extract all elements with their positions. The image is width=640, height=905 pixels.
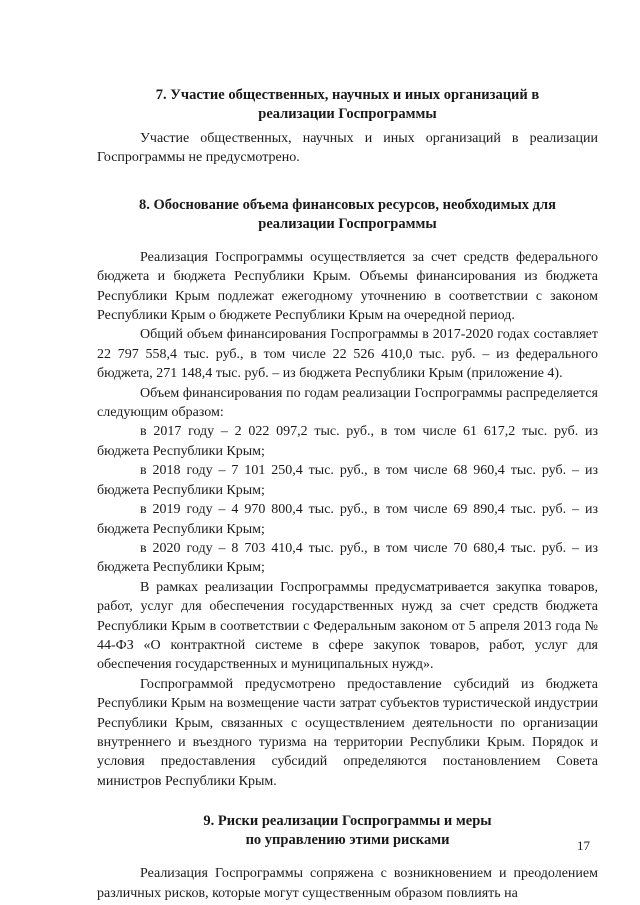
section-7-paragraph: Участие общественных, научных и иных организаций в реализации Госпрограммы не предусмотрено. (97, 131, 598, 166)
section-9-heading-line1: 9. Риски реализации Госпрограммы и меры (203, 813, 492, 830)
document-page (97, 86, 598, 903)
section-8 (97, 196, 598, 791)
section-9-heading-line2: по управлению этими рисками (245, 832, 450, 849)
funding-2017: в 2017 году – 2 022 097,2 тыс. руб., в том числе 61 617,2 тыс. руб. из бюджета Республики Крым; (97, 424, 598, 459)
section-7-heading-line1: 7. Участие общественных, научных и иных организаций в (155, 87, 540, 103)
funding-2019: в 2019 году – 4 970 800,4 тыс. руб., в том числе 69 890,4 тыс. руб. – из бюджета Республики Крым; (97, 502, 598, 537)
section-8-heading-line2: реализации Госпрограммы (258, 215, 437, 232)
section-8-paragraph-4: В рамках реализации Госпрограммы предусматривается закупка товаров, работ, услуг для обеспечения государственных нужд за счет средств бюджета Республики Крым в соответствии с Федеральным законом от 5 апреля 2013 года № 44-ФЗ «О контрактной системе в сфере закупок товаров, работ, услуг для обеспечения государственных и муниципальных нужд». (97, 579, 598, 673)
section-8-paragraph-3: Объем финансирования по годам реализации Госпрограммы распределяется следующим образом: (97, 385, 598, 421)
section-7-heading-line2: реализации Госпрограммы (258, 106, 437, 122)
section-9 (97, 812, 598, 903)
section-8-heading-line1: 8. Обоснование объема финансовых ресурсов, необходимых для (139, 196, 556, 213)
page-number: 17 (577, 838, 590, 853)
funding-2020: в 2020 году – 8 703 410,4 тыс. руб., в том числе 70 680,4 тыс. руб. – из бюджета Республики Крым; (97, 540, 598, 576)
section-7 (97, 86, 598, 168)
section-9-paragraph-1: Реализация Госпрограммы сопряжена с возникновением и преодолением различных рисков, которые могут существенным образом повлиять на (97, 866, 598, 901)
section-8-paragraph-1: Реализация Госпрограммы осуществляется за счет средств федерального бюджета и бюджета Республики Крым. Объемы финансирования из бюджета Республики Крым подлежат ежегодному уточнению в соответствии с законом Республики Крым о бюджете Республики Крым на очередной период. (97, 249, 598, 324)
section-8-paragraph-5: Госпрограммой предусмотрено предоставление субсидий из бюджета Республики Крым на возмещение части затрат субъектов туристической индустрии Республики Крым, связанных с осуществлением деятельности по организации внутреннего и въездного туризма на территории Республики Крым. Порядок и условия предоставления субсидий определяются постановлением Совета министров Республики Крым. (97, 676, 598, 789)
funding-2018: в 2018 году – 7 101 250,4 тыс. руб., в том числе 68 960,4 тыс. руб. – из бюджета Республики Крым; (97, 463, 598, 498)
section-8-paragraph-2: Общий объем финансирования Госпрограммы в 2017-2020 годах составляет 22 797 558,4 тыс. руб., в том числе 22 526 410,0 тыс. руб. – из федерального бюджета, 271 148,4 тыс. руб. – из бюджета Республики Крым (приложение 4). (97, 327, 598, 382)
